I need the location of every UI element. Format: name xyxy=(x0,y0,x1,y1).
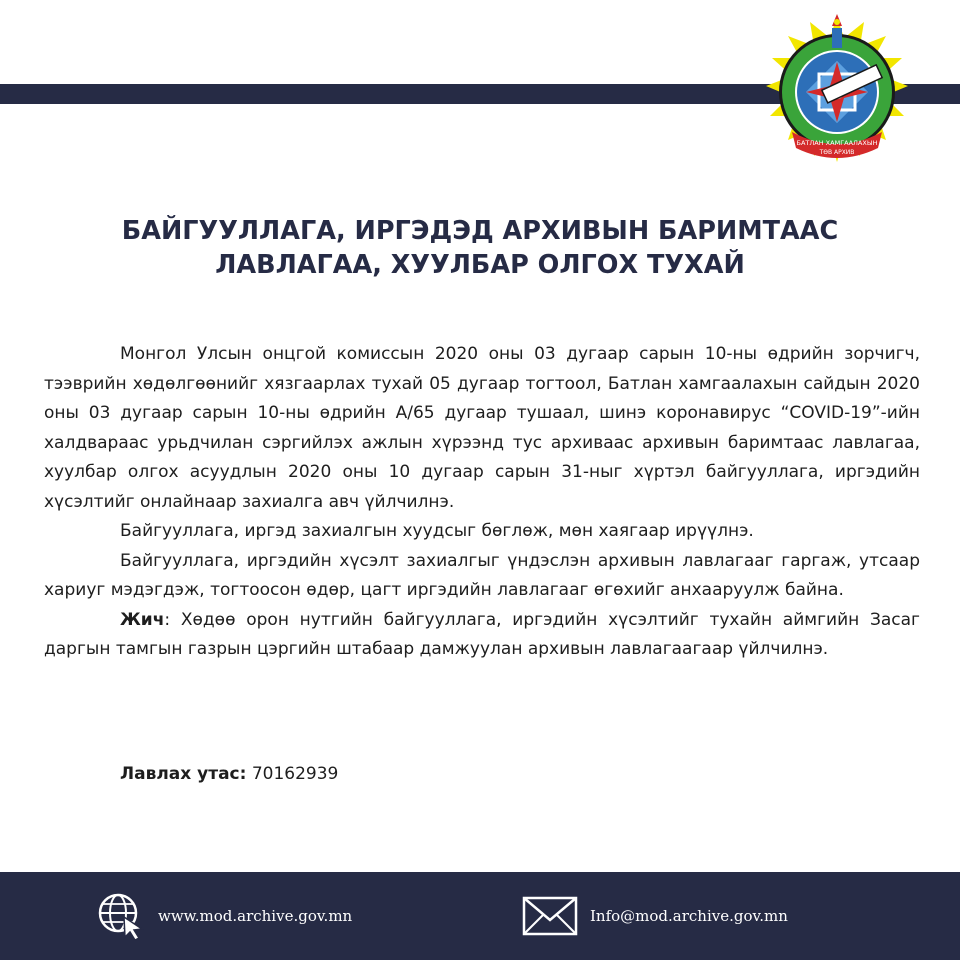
title-line-1: БАЙГУУЛЛАГА, ИРГЭДЭД АРХИВЫН БАРИМТААС xyxy=(121,216,839,246)
envelope-icon xyxy=(522,896,578,936)
email-address[interactable]: Info@mod.archive.gov.mn xyxy=(590,907,788,925)
body-text xyxy=(44,340,920,665)
title-line-2: ЛАВЛАГАА, ХУУЛБАР ОЛГОХ ТУХАЙ xyxy=(215,250,745,280)
phone-number: 70162939 xyxy=(246,764,339,784)
globe-cursor-icon xyxy=(96,891,146,941)
emblem-caption-line1: БАТЛАН ХАМГААЛАХЫН xyxy=(796,139,878,147)
paragraph-3: Байгууллага, иргэдийн хүсэлт захиалгыг үндэслэн архивын лавлагааг гаргаж, утсаар хариуг мэдэгдэж, тогтоосон өдөр, цагт иргэдийн лавлагааг өгөхийг анхааруулж байна. xyxy=(44,550,920,600)
note-text: : Хөдөө орон нутгийн байгууллага, иргэдийн хүсэлтийг тухайн аймгийн Засаг даргын тамгын газрын цэргийн штабаар дамжуулан архивын лавлагаагаар үйлчилнэ. xyxy=(44,609,920,659)
note-label: Жич xyxy=(120,609,165,630)
website-link[interactable] xyxy=(96,872,352,960)
note-paragraph xyxy=(44,606,920,665)
website-url[interactable]: www.mod.archive.gov.mn xyxy=(158,907,353,925)
ministry-archive-emblem xyxy=(752,6,922,176)
paragraph-1: Монгол Улсын онцгой комиссын 2020 оны 03 дугаар сарын 10-ны өдрийн зорчигч, тээврийн хөдөлгөөнийг хязгаарлах тухай 05 дугаар тогтоол, Батлан хамгаалахын сайдын 2020 оны 03 дугаар сарын 10-ны өдрийн А/65 дугаар тушаал, шинэ коронавирус “COVID-19”-ийн халдвараас урьдчилан сэргийлэх ажлын хүрээнд тус архиваас архивын баримтаас лавлагаа, хуулбар олгох асуудлын 2020 оны 10 дугаар сарын 31-ныг хүртэл байгууллага, иргэдийн хүсэлтийг онлайнаар захиалга авч үйлчилнэ. xyxy=(44,344,920,512)
email-link[interactable] xyxy=(522,872,788,960)
page-title xyxy=(0,214,960,282)
footer-band xyxy=(0,872,960,960)
soyombo-icon xyxy=(832,14,842,48)
paragraph-2: Байгууллага, иргэд захиалгын хуудсыг бөглөж, мөн хаягаар ирүүлнэ. xyxy=(120,521,754,541)
contact-phone xyxy=(120,760,338,789)
emblem-caption-line2: ТӨВ АРХИВ xyxy=(819,149,855,156)
contact-label: Лавлах утас: xyxy=(120,764,247,784)
